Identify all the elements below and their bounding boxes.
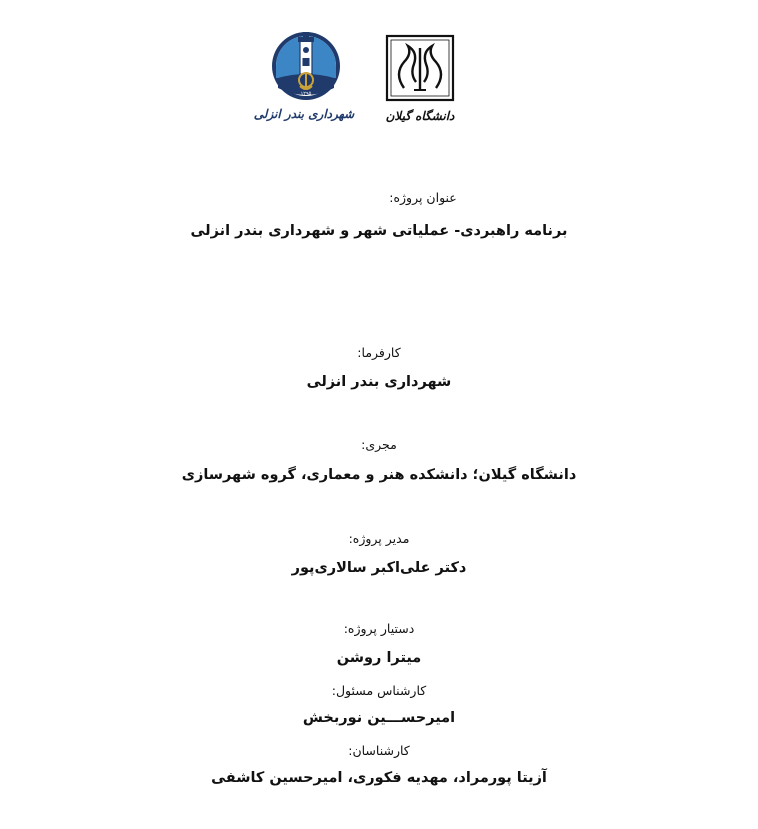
responsible-expert-label: کارشناس مسئول:: [331, 683, 427, 698]
executor-name: دانشگاه گیلان؛ دانشکده هنر و معماری، گروه شهرسازی: [181, 467, 577, 483]
project-title-label: عنوان پروژه:: [389, 190, 457, 205]
anzali-logo-year: ۱۲۹۵: [300, 91, 312, 97]
responsible-expert-name: امیرحســـین نوربخش: [302, 710, 456, 726]
project-manager-name: دکتر علی‌اکبر سالاری‌پور: [291, 560, 467, 576]
anzali-logo-caption: شهرداری بندر انزلی: [253, 107, 355, 121]
project-title: برنامه راهبردی- عملیاتی شهر و شهرداری بندر انزلی: [190, 223, 568, 239]
project-assistant-label: دستیار پروژه:: [343, 621, 415, 636]
anzali-municipality-logo: [250, 28, 358, 128]
project-manager-label: مدیر پروژه:: [348, 531, 410, 546]
university-of-guilan-logo: [384, 34, 460, 130]
project-assistant-name: میترا روشن: [336, 650, 422, 666]
experts-label: کارشناسان:: [348, 743, 410, 758]
experts-names: آزیتا پورمراد، مهدیه فکوری، امیرحسین کاشفی: [211, 770, 547, 786]
guilan-logo-caption: دانشگاه گیلان: [385, 109, 455, 123]
executor-label: مجری:: [361, 437, 397, 452]
client-label: کارفرما:: [357, 345, 401, 360]
client-name: شهرداری بندر انزلی: [306, 374, 452, 390]
